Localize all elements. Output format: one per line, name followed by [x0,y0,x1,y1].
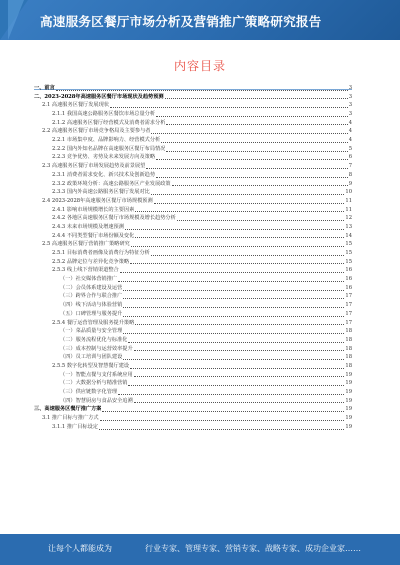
toc-leader-dots [125,229,344,230]
toc-leader-dots [100,420,345,421]
toc-entry-title: （四）智慧厨房与食品安全追溯 [60,397,133,404]
toc-entry-title: 2.3.1 消费者需求变化、新兴技术及创新趋势 [52,171,156,178]
toc-entry[interactable] [34,180,352,189]
toc-page-number: 15 [345,258,352,265]
toc-leader-dots [135,324,344,325]
toc-entry[interactable] [34,232,352,241]
toc-page-number: 17 [345,319,352,326]
toc-leader-dots [156,177,348,178]
toc-leader-dots [123,290,344,291]
footer-slogan: 让每个人都能成为 [48,544,112,553]
toc-leader-dots [151,133,347,134]
toc-leader-dots [120,272,345,273]
toc-leader-dots [161,142,347,143]
toc-leader-dots [135,237,344,238]
toc-entry-title: （三）供应链数字化管理 [60,389,118,396]
toc-leader-dots [123,316,344,317]
toc-entry-title: （三）跨界合作与联合推广 [60,293,123,300]
toc-entry[interactable] [34,93,352,102]
toc-entry[interactable] [34,223,352,232]
toc-entry-title: 3.1 推广目标与推广方式 [42,415,99,422]
toc-entry[interactable] [34,101,352,110]
toc-leader-dots [166,124,347,125]
toc-entry[interactable] [34,197,352,206]
toc-page-number: 12 [345,215,352,222]
toc-leader-dots [146,168,347,169]
toc-entry[interactable] [34,414,352,423]
toc-leader-dots [151,194,345,195]
toc-leader-dots [128,342,344,343]
toc-entry-title: 2.2.1 市场集中度、品牌影响力、经营模式分析 [52,137,161,144]
toc-entry-title: 2.5.3 线上线下营销渠道整合 [52,267,119,274]
toc-page-number: 19 [345,380,352,387]
report-header [0,0,400,40]
toc-page-number: 3 [348,111,352,118]
toc-entry-title: 2.5 高速服务区餐厅营销推广策略研究 [42,241,130,248]
toc-entry-title: 2.2 高速服务区餐厅市场竞争格局及主要参与者 [42,128,151,135]
toc-entry[interactable] [34,371,352,380]
toc-entry-title: 三、高速服务区餐厅推广方案 [34,406,102,413]
toc-leader-dots [118,394,344,395]
toc-page-number: 18 [345,336,352,343]
toc-entry-title: （一）智能点餐与支付系统应用 [60,371,133,378]
toc-entry-title: 2.5.4 餐厅运营管理及服务提升策略 [52,319,135,326]
toc-entry-title: 二、2023-2028年高速服务区餐厅市场现状及趋势预测 [34,93,164,100]
toc-entry-title: 2.1 高速服务区餐厅发展现状 [42,102,109,109]
toc-entry-title: （五）口碑管理与服务提升 [60,310,123,317]
toc-page-number: 19 [345,406,352,413]
toc-entry[interactable] [34,319,352,328]
toc-entry[interactable] [34,84,352,93]
toc-page-number: 16 [345,276,352,283]
toc-entry[interactable] [34,345,352,354]
toc-leader-dots [123,333,344,334]
toc-page-number: 13 [345,223,352,230]
toc-leader-dots [131,246,345,247]
toc-page-number: 10 [345,189,352,196]
toc-page-number: 4 [348,119,352,126]
toc-entry-title: 2.5.1 目标消费者画像及消费行为特征分析 [52,250,150,257]
toc-entry[interactable] [34,379,352,388]
toc-page-number: 15 [345,241,352,248]
toc-entry[interactable] [34,388,352,397]
toc-leader-dots [156,159,348,160]
toc-entry[interactable] [34,154,352,163]
toc-entry-title: （四）线下活动与体验营销 [60,302,123,309]
toc-leader-dots [130,263,344,264]
toc-entry[interactable] [34,214,352,223]
toc-entry[interactable] [34,188,352,197]
toc-leader-dots [172,185,348,186]
toc-leader-dots [123,359,344,360]
toc-heading: 内容目录 [173,59,226,73]
toc-entry[interactable] [34,162,352,171]
toc-page-number: 19 [345,371,352,378]
toc-page-number: 3 [348,84,352,91]
toc-entry-title: 3.1.1 推广目标设定 [52,423,98,430]
toc-page-number: 17 [345,310,352,317]
toc-entry-title: 2.1.2 高速服务区餐厅经营模式及消费者需求分析 [52,119,166,126]
toc-entry[interactable] [34,293,352,302]
toc-entry[interactable] [34,145,352,154]
toc-page-number: 6 [348,154,352,161]
toc-leader-dots [130,368,344,369]
toc-leader-dots [134,350,345,351]
toc-entry-title: 2.3 高速服务区餐厅市场发展趋势及前景展望 [42,163,146,170]
toc-leader-dots [110,107,348,108]
toc-leader-dots [154,203,345,204]
toc-entry[interactable] [34,266,352,275]
toc-page-number: 5 [348,145,352,152]
toc-page-number: 18 [345,354,352,361]
toc-entry[interactable] [34,353,352,362]
toc-entry[interactable] [34,310,352,319]
toc-entry-title: 2.4.2 各地区高速服务区餐厅市场规模及增长趋势分析 [52,215,176,222]
toc-entry[interactable] [34,240,352,249]
toc-page-number: 8 [348,171,352,178]
toc-entry-title: 2.5.5 数字化转型及智慧餐厅建设 [52,362,130,369]
toc-entry[interactable] [34,258,352,267]
report-title: 高速服务区餐厅市场分析及营销推广策略研究报告 [40,14,322,29]
toc-entry[interactable] [34,275,352,284]
toc-entry[interactable] [34,397,352,406]
toc-leader-dots [99,429,344,430]
toc-page-number: 9 [348,180,352,187]
toc-leader-dots [134,402,345,403]
toc-leader-dots [56,90,348,91]
toc-entry-title: （二）大数据分析与精准营销 [60,380,128,387]
toc-page-number: 19 [345,415,352,422]
toc-page-number: 19 [345,423,352,430]
toc-page-number: 19 [345,389,352,396]
toc-entry-title: 2.3.3 国内外高速公路服务区餐厅发展对比 [52,189,150,196]
toc-entry-title: 一、前言 [34,84,55,91]
toc-page-number: 3 [348,93,352,100]
toc-page-number: 7 [348,163,352,170]
toc-page-number: 4 [348,137,352,144]
toc-leader-dots [165,98,348,99]
toc-page-number: 15 [345,250,352,257]
toc-leader-dots [102,411,344,412]
toc-entry-title: 2.3.2 政策环境分析：高速公路服务区产业发展政策 [52,180,171,187]
toc-entry-title: （一）社交媒体营销推广 [60,276,118,283]
toc-entry-title: 2.4.1 影响市场规模增长的主要因素 [52,206,135,213]
toc-page-number: 16 [345,284,352,291]
toc-leader-dots [177,220,345,221]
toc-leader-dots [123,307,344,308]
toc-entry-title: （二）服务流程优化与标准化 [60,336,128,343]
toc-entry[interactable] [34,127,352,136]
toc-page-number: 14 [345,232,352,239]
footer-roles: 行业专家、管理专家、营销专家、战略专家、成功企业家…… [145,544,361,553]
toc-leader-dots [134,376,345,377]
table-of-contents [34,84,352,432]
toc-entry-title: （一）菜品质量与安全管理 [60,328,123,335]
toc-entry-title: （二）会员体系建设及运营 [60,284,123,291]
toc-entry[interactable] [34,110,352,119]
toc-page-number: 17 [345,293,352,300]
header-decoration-accent [8,0,24,40]
toc-entry[interactable] [34,362,352,371]
toc-entry-title: 2.5.2 品牌定位与差异化竞争策略 [52,258,130,265]
toc-leader-dots [156,116,348,117]
page-footer [0,534,400,565]
toc-entry-title: 2.4.4 不同类型餐厅市场份额及变化 [52,232,135,239]
toc-entry[interactable] [34,327,352,336]
toc-entry[interactable] [34,336,352,345]
toc-entry-title: 2.4.3 未来市场规模及增速预测 [52,223,124,230]
toc-page-number: 18 [345,328,352,335]
toc-page-number: 11 [345,206,352,213]
toc-entry[interactable] [34,249,352,258]
toc-entry-title: 2.4 2023-2028年高速服务区餐厅市场规模预测 [42,197,153,204]
toc-leader-dots [151,255,345,256]
toc-entry[interactable] [34,206,352,215]
toc-page-number: 18 [345,362,352,369]
toc-leader-dots [128,385,344,386]
toc-leader-dots [118,281,344,282]
toc-page-number: 17 [345,302,352,309]
toc-entry[interactable] [34,171,352,180]
toc-leader-dots [123,298,344,299]
toc-page-number: 16 [345,267,352,274]
toc-page-number: 11 [345,197,352,204]
toc-entry-title: 2.2.2 国内外知名品牌在高速服务区餐厅布局情况 [52,145,166,152]
toc-entry[interactable] [34,136,352,145]
toc-entry-title: 2.2.3 竞争优势、劣势及未来发展方向及策略 [52,154,156,161]
toc-page-number: 3 [348,102,352,109]
toc-entry-title: 2.1.1 我国高速公路服务区餐饮市场总量分析 [52,111,156,118]
toc-entry[interactable] [34,423,352,432]
toc-entry[interactable] [34,284,352,293]
toc-page-number: 19 [345,397,352,404]
toc-page-number: 18 [345,345,352,352]
toc-entry-title: （三）成本控制与运营效率提升 [60,345,133,352]
toc-entry[interactable] [34,301,352,310]
toc-entry[interactable] [34,405,352,414]
toc-leader-dots [166,151,347,152]
toc-entry-title: （四）员工培训与团队建设 [60,354,123,361]
toc-page-number: 4 [348,128,352,135]
toc-entry[interactable] [34,119,352,128]
toc-leader-dots [135,211,344,212]
